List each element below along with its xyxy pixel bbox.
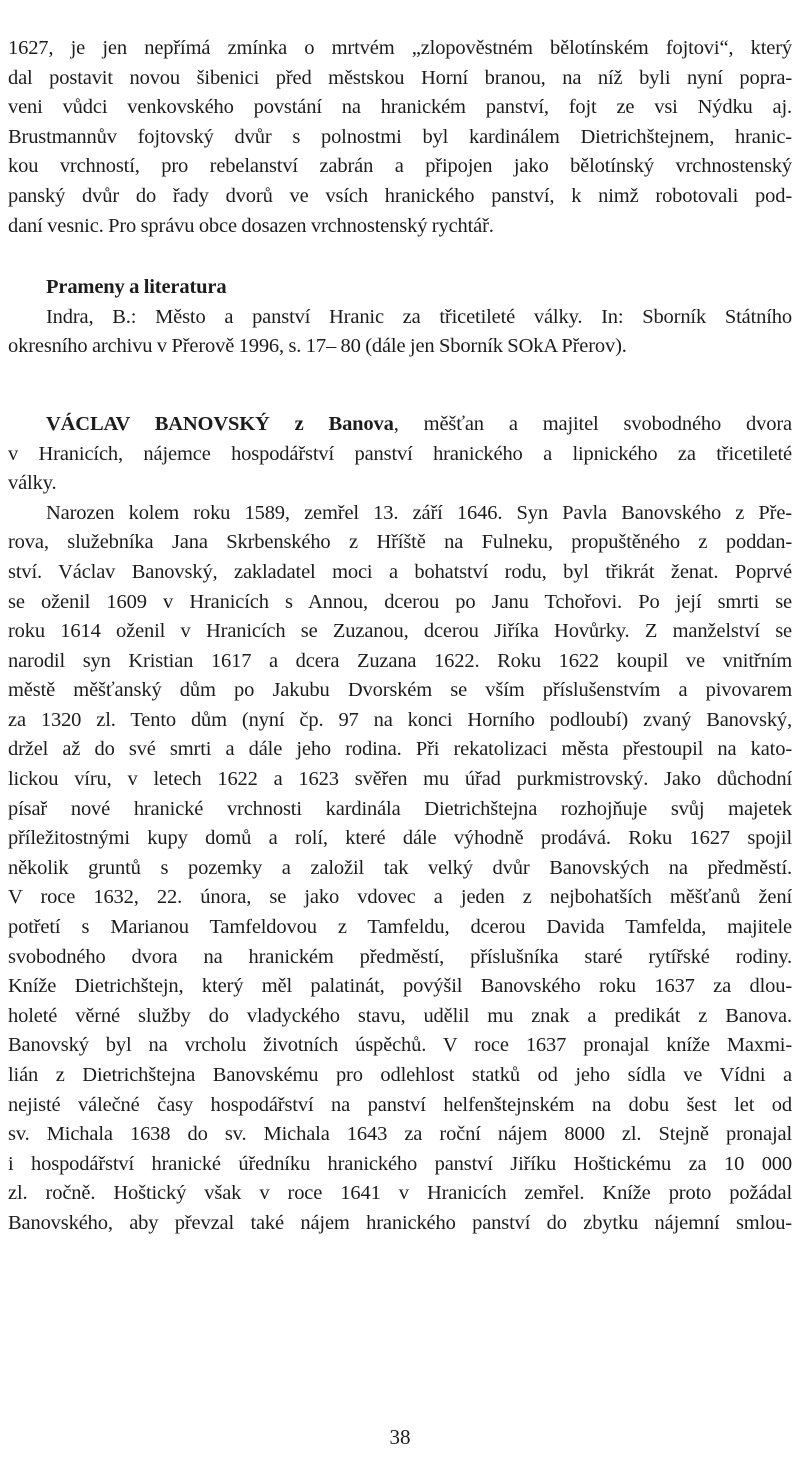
body-line: ství. Václav Banovský, zakladatel moci a bohatství rodu, byl třikrát ženat. Poprvé <box>8 560 792 583</box>
body-line: za 1320 zl. Tento dům (nyní čp. 97 na konci Horního podloubí) zvaný Banovský, <box>8 708 792 731</box>
text-line: Brustmannův fojtovský dvůr s polnostmi byl kardinálem Dietrichštejnem, hranic- <box>8 125 792 148</box>
body-line: Banovský byl na vrcholu životních úspěchů. V roce 1637 pronajal kníže Maxmi- <box>8 1034 792 1057</box>
body-line: sv. Michala 1638 do sv. Michala 1643 za roční nájem 8000 zl. Stejně pronajal <box>8 1123 792 1146</box>
body-line: i hospodářství hranické úředníku hranického panství Jiříku Hoštickému za 10 000 <box>8 1152 792 1175</box>
biography-entry <box>8 410 792 1239</box>
text-line: veni vůdci venkovského povstání na hranickém panství, fojt ze vsi Nýdku aj. <box>8 96 792 119</box>
body-line: lián z Dietrichštejna Banovskému pro odlehlost statků od jeho sídla ve Vídni a <box>8 1064 792 1086</box>
body-line: držel až do své smrti a dále jeho rodina. Při rekatolizaci města přestoupil na kato- <box>8 738 792 761</box>
body-line: nejisté válečné časy hospodářství na panství helfenštejnském na dobu šest let od <box>8 1093 792 1116</box>
body-line: městě měšťanský dům po Jakubu Dvorském se vším příslušenstvím a pivovarem <box>8 679 792 702</box>
text-line: kou vrchností, pro rebelanství zabrán a připojen jako bělotínský vrchnostenský <box>8 155 792 178</box>
body-line: Banovského, aby převzal také nájem hranického panství do zbytku nájemní smlou- <box>8 1211 792 1234</box>
body-line: narodil syn Kristian 1617 a dcera Zuzana 1622. Roku 1622 koupil ve vnitřním <box>8 649 792 672</box>
text-line: dal postavit novou šibenici před městskou Horní branou, na níž byli nyní popra- <box>8 66 792 89</box>
body-line: V roce 1632, 22. února, se jako vdovec a jeden z nejbohatších měšťanů žení <box>8 886 792 909</box>
body-line: písař nové hranické vrchnosti kardinála Dietrichštejna rozhojňuje svůj majetek <box>8 797 792 820</box>
section-gap <box>8 362 792 410</box>
body-line: holeté věrné služby do vladyckého stavu, udělil mu znak a predikát z Banova. <box>8 1004 792 1027</box>
body-line: se oženil 1609 v Hranicích s Annou, dcerou po Janu Tchořovi. Po její smrti se <box>8 590 792 613</box>
body-line: Kníže Dietrichštejn, který měl palatinát, povýšil Banovského roku 1637 za dlou- <box>8 975 792 998</box>
body-line: potřetí s Marianou Tamfeldovou z Tamfeldu, dcerou Davida Tamfelda, majitele <box>8 916 792 939</box>
entry-name: VÁCLAV BANOVSKÝ z Banova <box>46 412 394 435</box>
text-line: daní vesnic. Pro správu obce dosazen vrchnostenský rychtář. <box>8 214 494 237</box>
entry-heading-rest: , měšťan a majitel svobodného dvora <box>393 412 792 435</box>
text-line: 1627, je jen nepřímá zmínka o mrtvém „zlopověstném bělotínském fojtovi“, který <box>8 37 792 59</box>
body-line: několik gruntů s pozemky a založil tak velký dvůr Banovských na předměstí. <box>8 856 792 879</box>
sources-heading: Prameny a literatura <box>46 276 227 299</box>
page-number: 38 <box>389 1425 411 1449</box>
source-citation-line: okresního archivu v Přerově 1996, s. 17– 80 (dále jen Sborník SOkA Přerov). <box>8 335 627 358</box>
text-line: panský dvůr do řady dvorů ve vsích hranického panství, k nimž robotovali pod- <box>8 184 792 207</box>
entry-heading-line <box>8 410 792 440</box>
body-line: lickou víru, v letech 1622 a 1623 svěřen mu úřad purkmistrovský. Jako důchodní <box>8 768 792 791</box>
body-line: zl. ročně. Hoštický však v roce 1641 v Hranicích zemřel. Kníže proto požádal <box>8 1182 792 1205</box>
body-line: rova, služebníka Jana Skrbenského z Hříště na Fulneku, propuštěného z poddan- <box>8 531 792 554</box>
body-line: svobodného dvora na hranickém předměstí, příslušníka staré rytířské rodiny. <box>8 945 792 968</box>
entry-heading-line: v Hranicích, nájemce hospodářství panství hranického a lipnického za třicetileté <box>8 442 792 465</box>
document-page <box>8 34 792 1239</box>
sources-section <box>8 273 792 362</box>
body-line: příležitostnými kupy domů a rolí, které dále výhodně prodává. Roku 1627 spojil <box>8 827 792 850</box>
body-line: Narozen kolem roku 1589, zemřel 13. září 1646. Syn Pavla Banovského z Pře- <box>46 501 792 524</box>
source-citation-line: Indra, B.: Město a panství Hranic za třicetileté války. In: Sborník Státního <box>46 305 792 328</box>
intro-paragraph <box>8 34 792 241</box>
entry-heading-line: války. <box>8 472 57 495</box>
body-line: roku 1614 oženil v Hranicích se Zuzanou, dcerou Jiříka Hovůrky. Z manželství se <box>8 620 792 643</box>
